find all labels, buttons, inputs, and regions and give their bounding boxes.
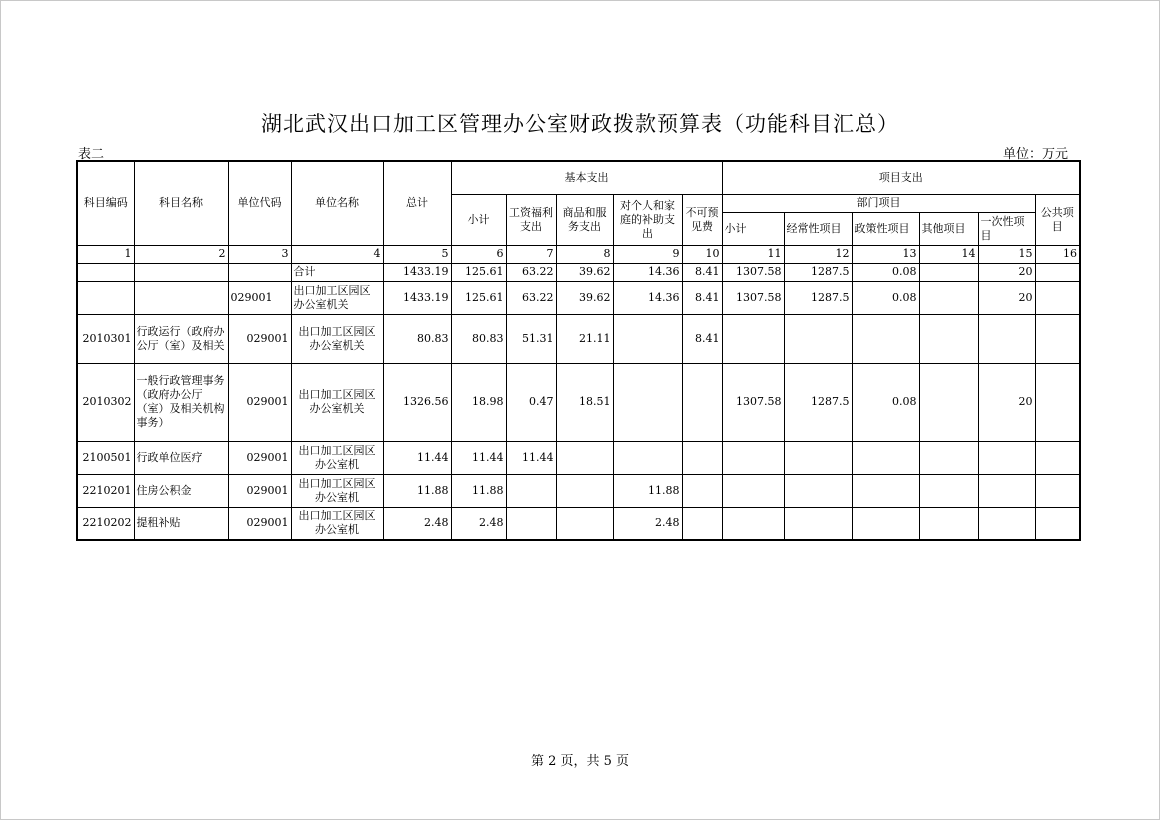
header-dept-other: 其他项目 — [919, 212, 978, 245]
header-basic-wage: 工资福利支出 — [506, 194, 556, 245]
col-number: 16 — [1035, 245, 1080, 263]
cell-total: 1433.19 — [383, 281, 451, 314]
cell-project-policy — [852, 474, 919, 507]
cell-unit-code: 029001 — [228, 363, 291, 441]
cell-project-other — [919, 263, 978, 281]
cell-basic-subtotal: 11.44 — [451, 441, 506, 474]
cell-code: 2100501 — [77, 441, 134, 474]
cell-basic-wage: 51.31 — [506, 314, 556, 363]
header-dept-subtotal: 小计 — [722, 212, 784, 245]
cell-project-regular — [784, 507, 852, 540]
cell-unit-code: 029001 — [228, 314, 291, 363]
col-number: 3 — [228, 245, 291, 263]
table-row — [77, 507, 1080, 540]
cell-basic-personal: 14.36 — [613, 281, 682, 314]
cell-total: 1433.19 — [383, 263, 451, 281]
cell-basic-unforeseen — [682, 441, 722, 474]
cell-code — [77, 281, 134, 314]
header-unit-code: 单位代码 — [228, 161, 291, 245]
header-basic-unforeseen: 不可预见费 — [682, 194, 722, 245]
cell-name: 提租补贴 — [134, 507, 228, 540]
header-public-project: 公共项目 — [1035, 194, 1080, 245]
cell-unit-name: 出口加工区园区办公室机关 — [293, 283, 371, 311]
cell-basic-goods: 21.11 — [556, 314, 613, 363]
cell-project-subtotal — [722, 441, 784, 474]
cell-project-other — [919, 474, 978, 507]
cell-project-onetime — [978, 507, 1035, 540]
cell-unit-code — [228, 263, 291, 281]
cell-basic-personal: 14.36 — [613, 263, 682, 281]
cell-unit-code: 029001 — [228, 441, 291, 474]
cell-project-regular: 1287.5 — [784, 263, 852, 281]
cell-basic-wage: 63.22 — [506, 263, 556, 281]
table-row — [77, 474, 1080, 507]
cell-basic-unforeseen: 8.41 — [682, 263, 722, 281]
cell-name — [134, 263, 228, 281]
col-number: 14 — [919, 245, 978, 263]
cell-basic-wage: 0.47 — [506, 363, 556, 441]
header-unit-name: 单位名称 — [291, 161, 383, 245]
cell-project-public — [1035, 441, 1080, 474]
cell-unit-name-wrap — [291, 441, 383, 474]
cell-project-subtotal: 1307.58 — [722, 363, 784, 441]
cell-project-public — [1035, 474, 1080, 507]
cell-name-wrap — [134, 314, 228, 363]
cell-name — [134, 281, 228, 314]
cell-project-public — [1035, 363, 1080, 441]
cell-total: 11.44 — [383, 441, 451, 474]
header-basic-goods: 商品和服务支出 — [556, 194, 613, 245]
col-number: 2 — [134, 245, 228, 263]
cell-code: 2210201 — [77, 474, 134, 507]
col-number: 7 — [506, 245, 556, 263]
cell-project-policy — [852, 314, 919, 363]
cell-unit-name: 出口加工区园区办公室机 — [298, 443, 376, 471]
cell-basic-wage: 11.44 — [506, 441, 556, 474]
cell-basic-personal — [613, 441, 682, 474]
cell-basic-subtotal: 18.98 — [451, 363, 506, 441]
cell-total: 80.83 — [383, 314, 451, 363]
cell-code: 2010301 — [77, 314, 134, 363]
cell-basic-goods — [556, 507, 613, 540]
cell-unit-name-wrap — [291, 314, 383, 363]
cell-code — [77, 263, 134, 281]
cell-project-onetime: 20 — [978, 263, 1035, 281]
cell-unit-name-wrap — [291, 363, 383, 441]
table-row — [77, 281, 1080, 314]
cell-project-policy: 0.08 — [852, 281, 919, 314]
cell-basic-subtotal: 125.61 — [451, 263, 506, 281]
header-dept-regular: 经常性项目 — [784, 212, 852, 245]
cell-name: 住房公积金 — [134, 474, 228, 507]
column-number-row — [77, 245, 1080, 263]
cell-total: 2.48 — [383, 507, 451, 540]
cell-basic-unforeseen: 8.41 — [682, 314, 722, 363]
cell-basic-unforeseen: 8.41 — [682, 281, 722, 314]
cell-project-onetime: 20 — [978, 281, 1035, 314]
header-project-expenditure: 项目支出 — [722, 161, 1080, 194]
cell-basic-goods: 18.51 — [556, 363, 613, 441]
cell-unit-name-wrap — [291, 281, 383, 314]
cell-basic-personal: 2.48 — [613, 507, 682, 540]
cell-project-policy: 0.08 — [852, 363, 919, 441]
cell-project-other — [919, 441, 978, 474]
header-basic-personal: 对个人和家庭的补助支出 — [613, 194, 682, 245]
cell-name: 一般行政管理事务（政府办公厅（室）及相关机构事务） — [136, 374, 225, 429]
cell-unit-name: 出口加工区园区办公室机 — [298, 509, 376, 537]
col-number: 6 — [451, 245, 506, 263]
cell-unit-name-wrap — [291, 474, 383, 507]
header-basic-expenditure: 基本支出 — [451, 161, 722, 194]
cell-basic-subtotal: 80.83 — [451, 314, 506, 363]
cell-name: 行政运行（政府办公厅（室）及相关 — [136, 324, 225, 352]
header-subject-code: 科目编码 — [77, 161, 134, 245]
cell-name: 行政单位医疗 — [134, 441, 228, 474]
cell-basic-unforeseen — [682, 363, 722, 441]
cell-project-public — [1035, 507, 1080, 540]
cell-name-wrap — [134, 363, 228, 441]
cell-unit-name-wrap — [291, 507, 383, 540]
cell-basic-wage — [506, 474, 556, 507]
cell-basic-unforeseen — [682, 507, 722, 540]
col-number: 8 — [556, 245, 613, 263]
cell-project-policy: 0.08 — [852, 263, 919, 281]
cell-basic-wage: 63.22 — [506, 281, 556, 314]
col-number: 9 — [613, 245, 682, 263]
cell-project-policy — [852, 441, 919, 474]
header-basic-subtotal: 小计 — [451, 194, 506, 245]
col-number: 15 — [978, 245, 1035, 263]
cell-basic-goods — [556, 474, 613, 507]
table-number: 表二 — [78, 147, 105, 162]
cell-project-onetime — [978, 441, 1035, 474]
cell-project-subtotal: 1307.58 — [722, 263, 784, 281]
cell-project-other — [919, 281, 978, 314]
cell-project-regular — [784, 474, 852, 507]
cell-project-other — [919, 363, 978, 441]
page-title: 湖北武汉出口加工区管理办公室财政拨款预算表（功能科目汇总） — [261, 112, 899, 136]
header-subject-name: 科目名称 — [134, 161, 228, 245]
cell-project-regular: 1287.5 — [784, 281, 852, 314]
cell-basic-goods: 39.62 — [556, 281, 613, 314]
header-total: 总计 — [383, 161, 451, 245]
header-dept-policy: 政策性项目 — [852, 212, 919, 245]
cell-basic-subtotal: 11.88 — [451, 474, 506, 507]
cell-project-onetime — [978, 474, 1035, 507]
cell-project-other — [919, 314, 978, 363]
cell-project-subtotal — [722, 314, 784, 363]
cell-unit-name: 出口加工区园区办公室机关 — [298, 324, 376, 352]
cell-unit-name: 出口加工区园区办公室机关 — [298, 388, 376, 415]
col-number: 4 — [291, 245, 383, 263]
cell-unit-code: 029001 — [228, 507, 291, 540]
unit-label: 单位：万元 — [1002, 147, 1068, 162]
table-row — [77, 441, 1080, 474]
col-number: 5 — [383, 245, 451, 263]
cell-basic-subtotal: 2.48 — [451, 507, 506, 540]
cell-project-subtotal — [722, 474, 784, 507]
cell-project-policy — [852, 507, 919, 540]
cell-project-regular — [784, 441, 852, 474]
cell-unit-code: 029001 — [228, 474, 291, 507]
page-footer: 第 2 页，共 5 页 — [530, 754, 630, 769]
cell-project-public — [1035, 263, 1080, 281]
cell-project-regular: 1287.5 — [784, 363, 852, 441]
cell-code: 2010302 — [77, 363, 134, 441]
col-number: 12 — [784, 245, 852, 263]
cell-project-subtotal — [722, 507, 784, 540]
cell-basic-wage — [506, 507, 556, 540]
col-number: 10 — [682, 245, 722, 263]
cell-project-other — [919, 507, 978, 540]
cell-unit-code: 029001 — [228, 281, 291, 314]
cell-basic-subtotal: 125.61 — [451, 281, 506, 314]
table-row — [77, 314, 1080, 363]
col-number: 11 — [722, 245, 784, 263]
budget-table — [76, 160, 1081, 541]
cell-basic-personal: 11.88 — [613, 474, 682, 507]
cell-basic-unforeseen — [682, 474, 722, 507]
cell-project-public — [1035, 281, 1080, 314]
col-number: 13 — [852, 245, 919, 263]
cell-unit-name: 出口加工区园区办公室机 — [298, 476, 376, 504]
cell-total: 1326.56 — [383, 363, 451, 441]
header-dept-onetime: 一次性项目 — [978, 212, 1035, 245]
cell-basic-goods — [556, 441, 613, 474]
cell-basic-personal — [613, 363, 682, 441]
cell-total: 11.88 — [383, 474, 451, 507]
cell-basic-personal — [613, 314, 682, 363]
cell-project-onetime: 20 — [978, 363, 1035, 441]
col-number: 1 — [77, 245, 134, 263]
cell-code: 2210202 — [77, 507, 134, 540]
cell-project-regular — [784, 314, 852, 363]
cell-project-public — [1035, 314, 1080, 363]
table-row — [77, 363, 1080, 441]
cell-project-onetime — [978, 314, 1035, 363]
cell-basic-goods: 39.62 — [556, 263, 613, 281]
cell-unit-name: 合计 — [291, 263, 383, 281]
table-row — [77, 263, 1080, 281]
header-dept-projects: 部门项目 — [722, 194, 1035, 212]
cell-project-subtotal: 1307.58 — [722, 281, 784, 314]
